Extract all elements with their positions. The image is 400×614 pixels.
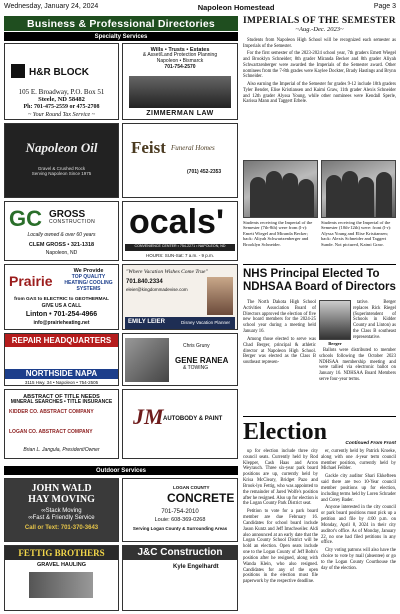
ad-logan-concrete[interactable]	[122, 478, 238, 542]
abstract-title: ABSTRACT OF TITLE NEEDS	[23, 394, 100, 400]
election-col1	[243, 449, 318, 587]
locals-address: CONVENIENCE CENTER • 754-2271 • NAPOLEON, ND	[125, 244, 235, 251]
repair-name: REPAIR HEADQUARTERS	[5, 334, 118, 347]
gc-logo-icon: GC	[9, 206, 42, 231]
directory-banner: Business & Professional Directories	[4, 16, 238, 31]
ad-john-wald[interactable]	[4, 478, 119, 542]
ad-gene-ranea[interactable]	[122, 333, 238, 386]
logan-concrete: CONCRETE	[167, 491, 235, 505]
hr-block-address: 105 E. Broadway, P.O. Box 51	[18, 88, 105, 96]
gene-line3: Chris Gruny	[183, 343, 210, 349]
fettig-sub: GRAVEL HAULING	[37, 562, 86, 568]
logan-phone1: 701-754-2010	[161, 509, 199, 515]
feist-phone: (701) 452-2353	[187, 169, 222, 175]
divider-2	[243, 416, 396, 417]
hr-block-tagline: ~ Your Round Tax Service ~	[28, 112, 95, 118]
logan-tag: Serving Logan County & Surrounding Areas	[132, 526, 228, 531]
gene-name: GENE RANEA	[175, 356, 229, 365]
prairie-line4: GIVE US A CALL	[41, 303, 82, 309]
prairie-line3: from GAS to ELECTRIC to GEOTHERMAL	[14, 297, 109, 302]
imperials-caption-2: Students receiving the Imperial of the Semester (10th-12th) were: front (l-r): Alyssa Young and Elise Kristiansen; back: Alexis Schneider and Taggert Sunde. Not pictured, Kaimi Graw.	[321, 220, 392, 247]
gross-name: GROSS	[49, 209, 86, 220]
gross-contact: CLEM GROSS • 321-1318	[28, 242, 95, 248]
ad-gross-construction[interactable]	[4, 201, 119, 261]
ad-prairie-heating[interactable]	[4, 264, 119, 330]
prairie-phone: Linton • 701-254-4966	[25, 311, 98, 318]
running-header	[4, 3, 396, 15]
ad-feist-funeral[interactable]	[122, 123, 238, 198]
john-line2: HAY MOVING	[28, 494, 95, 505]
election-c3: er, currently held by Patrick Kroeke, along with one 4-year term council member position, currently held by Michael Feibler.	[321, 449, 396, 472]
ad-locals[interactable]	[122, 201, 238, 261]
gross-sub: CONSTRUCTION	[49, 219, 96, 225]
election-c2: Petition to vote for a park board member are due February 16. Candidates for school board include Jason Kuntz and Jeff Imschweiler. Aldi also announced at an early date that the Logan County School District will be hold an election. Open seats include one to the Logan County of Jeff Bolts's position after he resigned, along with Wanda Klein, who also resigned. Candidates for any of the open positions in the election must file paperwork by the respective deadline.	[243, 509, 318, 585]
outdoor-services-banner: Outdoor Services	[4, 466, 238, 475]
election-c1: up for election include three city council seats. Currently held by Rod Klepper, Cash Haas and Arron Weyrauch. Three six-year park board positions are up, currently held by Krisa McCleary, Bridget Pazo and Brook-lyn Fettig, who was appointed to the remainder of Jared Wolfe's position after he resigned. Also up for election is the Logan County Park District seat.	[243, 449, 318, 507]
nhs-headline: NHS Principal Elected To NDHSAA Board of Directors	[243, 268, 396, 294]
prairie-web: info@prairieheating.net	[33, 320, 90, 326]
gene-line2: & TOWING	[183, 365, 209, 371]
wills-phone: 701-754-2570	[164, 63, 196, 70]
ad-abstract[interactable]	[4, 389, 119, 459]
specialty-services-banner: Specialty Services	[4, 32, 238, 41]
napoleon-oil-line2: Gravel & Crushed Rock	[37, 166, 86, 171]
zimmerman-law-name: ZIMMERMAN LAW	[146, 110, 214, 117]
election-headline: Election	[243, 419, 327, 445]
emily-role: Disney Vacation Planner	[181, 320, 230, 325]
ad-jm-autobody[interactable]	[122, 389, 238, 459]
feist-subtitle: Funeral Homes	[171, 144, 215, 152]
imperials-subtitle: ~Aug.-Dec. 2023~	[295, 26, 344, 33]
imperials-title: IMPERIALS OF THE SEMESTER	[243, 16, 396, 26]
repair-address: 3115 Hwy. 34 • Napoleon • 754-2505	[24, 380, 99, 385]
jc-owner: Kyle Engelhardt	[173, 564, 219, 570]
imperials-p3: Also earning the Imperial of the Semester for grades 9-12 include 10th graders Tyler Bender, Elise Kristiansen and Kaimi Graw, 11th grader Alexis Schneider and 12th grader Alyssa Young, while other nominees were Kendall Sperle, Karissa Mann and Taggert Erbele.	[243, 82, 396, 105]
divider	[243, 264, 396, 265]
imperials-p2: For the first semester of the 2023-2024 school year, 7th graders Emett Wiegel and Brooklyn Schneider; 8th grader Miranda Becker and 8th grader Aliyah Schwartzenberger were awarded the Imperials of the Semester award. Other nominees from the 7-8th grades were Kaylee Dockter, Brady Hastings and Brynn Schneider.	[243, 51, 396, 80]
truck-photo	[29, 572, 93, 598]
nhs-p2: Among those elected to serve was Chad Berger, principal & athletic director at Napoleon High School. Berger was elected as the Class B southeast represen-	[243, 336, 316, 366]
ad-napoleon-oil[interactable]	[4, 123, 119, 198]
abstract-kidder: KIDDER CO. ABSTRACT COMPANY	[9, 409, 94, 416]
berger-caption: Berger	[328, 341, 342, 346]
jm-sub: AUTOBODY & PAINT	[163, 416, 223, 422]
jm-logo: JM	[133, 404, 164, 429]
wills-title: Wills • Trusts • Estates	[150, 47, 210, 53]
berger-photo	[319, 300, 351, 340]
emily-email: eleier@kingdommadevise.com	[126, 287, 188, 292]
abstract-owner: Brian L. Jangula, President/Owner	[23, 447, 100, 454]
emily-title: "Where Vacation Wishes Come True"	[126, 269, 208, 275]
abstract-logan: LOGAN CO. ABSTRACT COMPANY	[9, 428, 93, 435]
nhs-p4: Ballots were distributed to member schools following the October 2023 NDHSAA membership meeting and were tallied via electronic ballot on January 16. NDHSAA Board Members serve four-year terms.	[319, 348, 396, 383]
nhs-col1	[243, 300, 316, 368]
election-col2	[321, 449, 396, 574]
emily-phone: 701.840.2334	[126, 279, 163, 285]
ad-emily-leier[interactable]	[122, 264, 238, 330]
john-name: JOHN WALD	[31, 483, 92, 494]
prairie-tag1: We Provide	[73, 268, 104, 274]
election-c4: Gackle city auditor Shari Ekkefteen said there are two 10-Year council member positions up for election, including terms held by Loren Schrader and Corey Bader.	[321, 474, 396, 503]
feist-name: Feist	[131, 138, 166, 157]
page-number: Page 3	[373, 3, 396, 10]
hr-block-phone: Ph: 701-475-2559 or 475-2708	[23, 104, 100, 110]
hr-block-name: H&R BLOCK	[29, 67, 89, 78]
repair-napa: NORTHSIDE NAPA	[5, 369, 118, 379]
abstract-line2: MINERAL SEARCHES • TITLE INSURANCE	[10, 399, 113, 406]
nhs-p3: tative. Berger replaces Rick Riegel (Superintendent of Schools in Kidder County and Linton) as the Class B southeast representative.	[353, 300, 396, 340]
nhs-col3	[319, 348, 396, 385]
imperials-header	[243, 16, 396, 38]
ad-jc-construction[interactable]	[122, 545, 238, 611]
john-line3: ∞Stack Moving	[41, 508, 82, 514]
hr-block-city: Steele, ND 58482	[38, 96, 85, 103]
imperials-p1: Students from Napoleon High School will be recognized each semester as Imperials of the Semester.	[243, 38, 396, 49]
prairie-tag2: TOP QUALITY HEATING/ COOLING SYSTEMS	[64, 274, 113, 292]
fettig-name: FETTIG BROTHERS	[5, 546, 118, 560]
nhs-col2	[353, 300, 396, 343]
election-continued: Continued From Front	[345, 441, 396, 446]
logan-phone2: Louie: 608-369-0268	[154, 517, 206, 523]
ad-hr-block[interactable]	[4, 43, 119, 120]
prairie-name: Prairie	[9, 273, 53, 289]
election-c5: Anyone interested in the city council or park board positions must pick up a petition and file by 4:00 p.m. on Monday, April 8, 2024 in their city auditor's office. As of Monday, January 22, no one had filed petitions in any office.	[321, 505, 396, 546]
gross-town: Napoleon, ND	[45, 250, 78, 256]
wills-line2: & Asset/Land Protection Planning	[142, 52, 218, 59]
staff-photo	[129, 76, 231, 108]
john-line4: ∞Fast & Friendly Service	[28, 514, 95, 521]
ad-fettig-brothers[interactable]	[4, 545, 119, 611]
election-c6: City voting patrons will also have the choice to vote by mail (absentee) or go to the Logan County Courthouse the day of the election.	[321, 548, 396, 571]
jc-name: J&C Construction	[123, 546, 237, 560]
logan-name: LOGAN COUNTY	[173, 485, 210, 490]
ad-zimmerman-law[interactable]	[122, 43, 238, 120]
john-phone: Call or Text: 701-370-3643	[24, 524, 99, 531]
emily-name: EMILY LEIER	[128, 319, 166, 325]
imperials-photo-7-8	[243, 160, 318, 218]
emily-photo	[207, 277, 233, 315]
wills-line3: Napoleon • Bismarck	[156, 58, 204, 65]
tow-truck-photo	[125, 338, 169, 382]
issue-date: Wednesday, January 24, 2024	[4, 3, 99, 10]
paper-name: Napoleon Homestead	[197, 3, 275, 12]
napoleon-oil-line3: Serving Napoleon Since 1975	[31, 171, 92, 177]
imperials-body	[243, 38, 396, 107]
imperials-photo-10-12	[321, 160, 396, 218]
hr-block-logo-icon	[11, 64, 25, 78]
ad-repair-hq[interactable]	[4, 333, 119, 386]
imperials-caption-1: Students receiving the Imperial of the Semester (7th-8th) were from (l-r): Emett Wiegel and Miranda Becker; back: Aliyah Schwartzenberger and Brooklyn Schneider.	[243, 220, 313, 247]
locals-hours: HOURS: SUN-Sat: 7 a.m. - 9 p.m.	[145, 253, 214, 258]
locals-name: ocals'	[129, 203, 225, 241]
nhs-p1: The North Dakota High School Activities Association Board of Directors approved the election of five new board members for the 2024-25 school year during a meeting held January 16.	[243, 300, 316, 335]
gross-tag: Locally owned & over 60 years	[27, 232, 96, 238]
napoleon-oil-name: Napoleon Oil	[25, 140, 98, 155]
